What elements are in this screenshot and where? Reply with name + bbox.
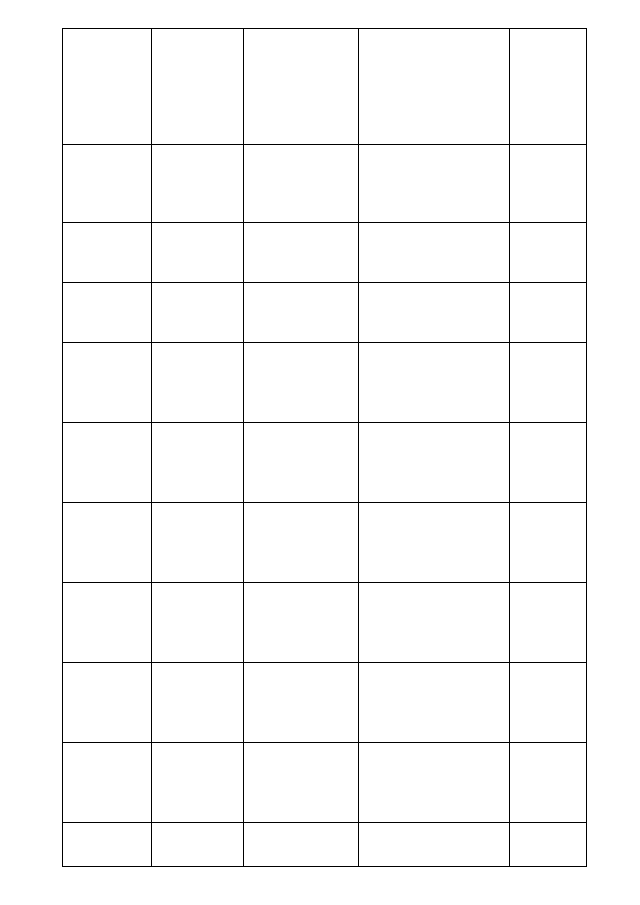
row-divider: [63, 422, 586, 423]
row-divider: [63, 742, 586, 743]
row-divider: [63, 282, 586, 283]
rotated-program-table: [62, 28, 587, 867]
column-divider: [151, 29, 152, 866]
row-divider: [63, 662, 586, 663]
row-divider: [63, 582, 586, 583]
row-divider: [63, 502, 586, 503]
row-divider: [63, 342, 586, 343]
column-divider: [358, 29, 359, 866]
column-divider: [509, 29, 510, 866]
column-divider: [243, 29, 244, 866]
row-divider: [63, 822, 586, 823]
row-divider: [63, 222, 586, 223]
row-divider: [63, 144, 586, 145]
